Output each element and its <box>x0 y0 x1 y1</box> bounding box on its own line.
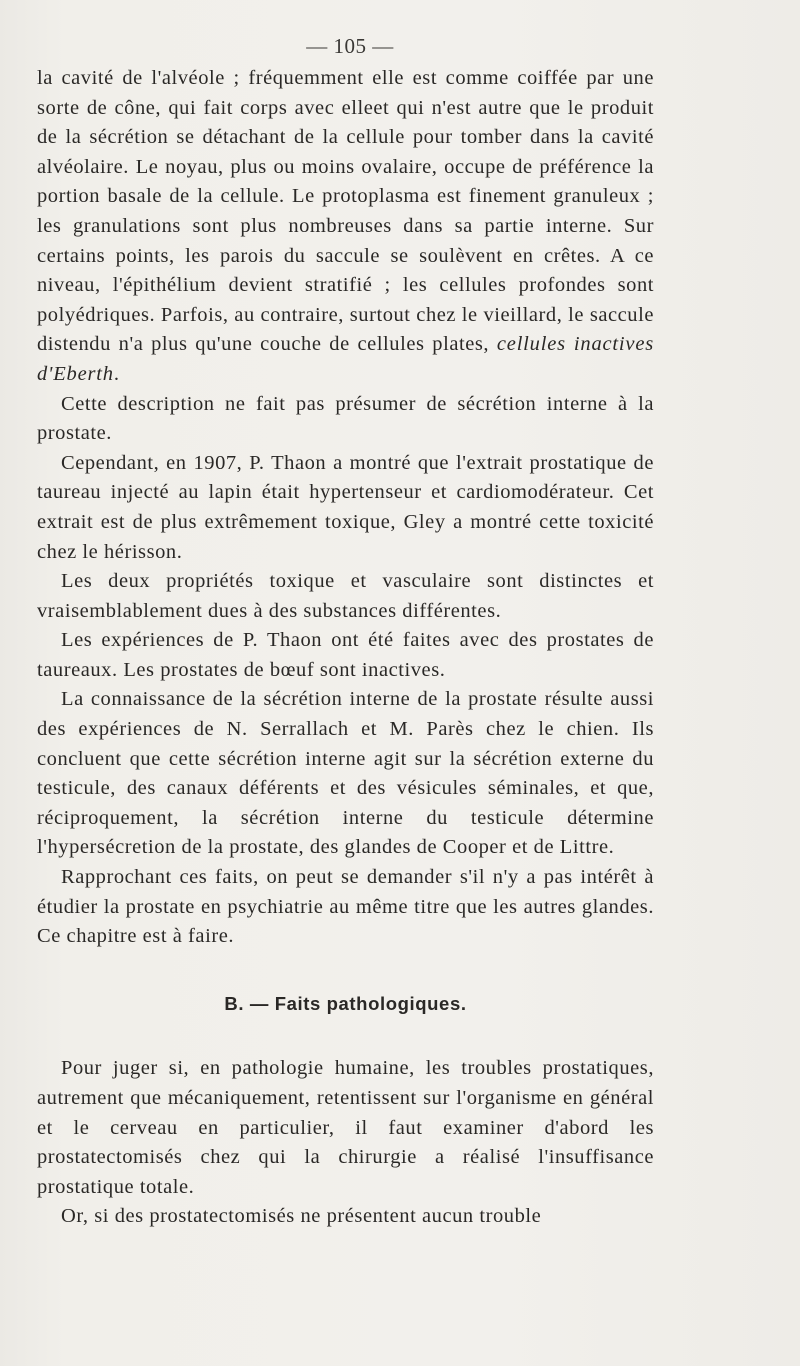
body-text <box>37 64 654 1232</box>
paragraph-7: Rapprochant ces faits, on peut se demander s'il n'y a pas intérêt à étudier la prostate en psychiatrie au même titre que les autres glandes. Ce chapitre est à faire. <box>37 866 654 948</box>
paragraph-3: Cependant, en 1907, P. Thaon a montré que l'extrait prostatique de taureau injecté au lapin était hypertenseur et cardiomodérateur. Cet extrait est de plus extrêmement toxique, Gley a montré cette toxicité chez le hérisson. <box>37 451 654 563</box>
paragraph-8: Pour juger si, en pathologie humaine, les troubles prostatiques, autrement que mécaniquement, retentissent sur l'organisme en général et le cerveau en particulier, il faut examiner d'abord les prostatectomisés chez qui la chirurgie a réalisé l'insuffisance prostatique totale. <box>37 1057 654 1198</box>
paragraph-2: Cette description ne fait pas présumer de sécrétion interne à la prostate. <box>37 392 654 445</box>
paragraph-1 <box>37 64 654 390</box>
paragraph-5: Les expériences de P. Thaon ont été faites avec des prostates de taureaux. Les prostates de bœuf sont inactives. <box>37 629 654 681</box>
paragraph-9: Or, si des prostatectomisés ne présentent aucun trouble <box>61 1205 542 1228</box>
section-heading: B. — Faits pathologiques. <box>224 992 467 1014</box>
page-number: — 105 — <box>306 34 394 58</box>
paragraph-6: La connaissance de la sécrétion interne de la prostate résulte aussi des expériences de N. Serrallach et M. Parès chez le chien. Ils concluent que cette sécrétion interne agit sur la sécrétion externe du testicule, des canaux déférents et des vésicules séminales, et que, réciproquement, la sécrétion interne du testicule détermine l'hypersécretion de la prostate, des glandes de Cooper et de Littre. <box>37 688 654 859</box>
paragraph-4: Les deux propriétés toxique et vasculaire sont distinctes et vraisemblablement dues à des substances différentes. <box>37 570 654 622</box>
paragraph-1-end: . <box>113 362 120 385</box>
paragraph-1-italic: cellules inactives d'Eberth <box>37 333 654 385</box>
paragraph-1-text: la cavité de l'alvéole ; fréquemment elle est comme coiffée par une sorte de cône, qui fait corps avec elleet qui n'est autre que le produit de la sécrétion se détachant de la cellule pour tomber dans la cavité alvéolaire. Le noyau, plus ou moins ovalaire, occupe de préférence la portion basale de la cellule. Le protoplasma est finement granuleux ; les granulations sont plus nombreuses dans sa partie interne. Sur certains points, les parois du saccule se soulèvent en crêtes. A ce niveau, l'épithélium devient stratifié ; les cellules profondes sont polyédriques. Parfois, au contraire, surtout chez le vieillard, le saccule distendu n'a plus qu'une couche de cellules plates, <box>37 67 654 356</box>
